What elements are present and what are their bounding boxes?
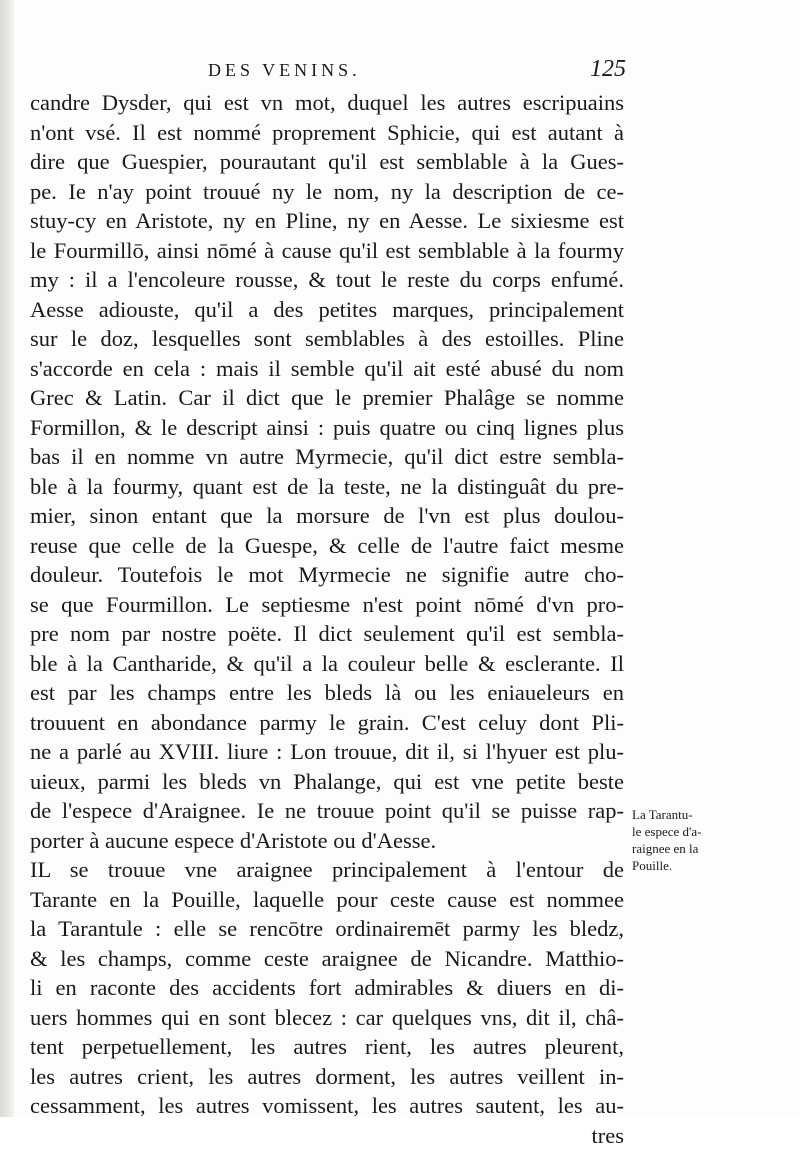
text-line: pe. Ie n'ay point trouué ny le nom, ny la description de ce-: [30, 177, 624, 207]
text-line: uers hommes qui en sont blecez : car quelques vns, dit il, châ-: [30, 1003, 624, 1033]
text-line: Aesse adiouste, qu'il a des petites marques, principalement: [30, 295, 624, 325]
text-line: my : il a l'encoleure rousse, & tout le reste du corps enfumé.: [30, 265, 624, 295]
body-text: [30, 88, 624, 1150]
text-line: Grec & Latin. Car il dict que le premier Phalâge se nomme: [30, 383, 624, 413]
page-header: [0, 56, 800, 84]
page-edge: [0, 0, 14, 1117]
text-line: ble à la Cantharide, & qu'il a la couleur belle & esclerante. Il: [30, 649, 624, 679]
paragraph-end-line: porter à aucune espece d'Aristote ou d'Aesse.: [30, 826, 624, 856]
text-line: pre nom par nostre poëte. Il dict seulement qu'il est sembla-: [30, 619, 624, 649]
marginal-note-line: raignee en la: [632, 840, 742, 857]
text-line: stuy-cy en Aristote, ny en Pline, ny en Aesse. Le sixiesme est: [30, 206, 624, 236]
text-line: cessamment, les autres vomissent, les autres sautent, les au-: [30, 1091, 624, 1121]
text-line: n'ont vsé. Il est nommé proprement Sphicie, qui est autant à: [30, 118, 624, 148]
page-number: 125: [590, 56, 626, 83]
text-line: tent perpetuellement, les autres rient, les autres pleurent,: [30, 1032, 624, 1062]
text-line: mier, sinon entant que la morsure de l'vn est plus doulou-: [30, 501, 624, 531]
text-line: & les champs, comme ceste araignee de Nicandre. Matthio-: [30, 944, 624, 974]
text-line: Formillon, & le descript ainsi : puis quatre ou cinq lignes plus: [30, 413, 624, 443]
text-line: se que Fourmillon. Le septiesme n'est point nōmé d'vn pro-: [30, 590, 624, 620]
text-line: candre Dysder, qui est vn mot, duquel les autres escripuains: [30, 88, 624, 118]
marginal-note-line: Pouille.: [632, 857, 742, 874]
text-line: les autres crient, les autres dorment, les autres veillent in-: [30, 1062, 624, 1092]
marginal-note: [632, 806, 742, 874]
text-line: est par les champs entre les bleds là ou les eniaueleurs en: [30, 678, 624, 708]
text-line: reuse que celle de la Guespe, & celle de l'autre faict mesme: [30, 531, 624, 561]
marginal-note-line: La Tarantu-: [632, 806, 742, 823]
text-line: s'accorde en cela : mais il semble qu'il ait esté abusé du nom: [30, 354, 624, 384]
text-line: le Fourmillō, ainsi nōmé à cause qu'il est semblable à la fourmy: [30, 236, 624, 266]
text-line: ble à la fourmy, quant est de la teste, ne la distinguât du pre-: [30, 472, 624, 502]
catchword: tres: [30, 1121, 624, 1150]
text-line: douleur. Toutefois le mot Myrmecie ne signifie autre cho-: [30, 560, 624, 590]
text-line: sur le doz, lesquelles sont semblables à des estoilles. Pline: [30, 324, 624, 354]
text-line: bas il en nomme vn autre Myrmecie, qu'il dict estre sembla-: [30, 442, 624, 472]
text-line: trouuent en abondance parmy le grain. C'est celuy dont Pli-: [30, 708, 624, 738]
text-line: uieux, parmi les bleds vn Phalange, qui est vne petite beste: [30, 767, 624, 797]
running-title: DES VENINS.: [208, 60, 361, 81]
text-line: de l'espece d'Araignee. Ie ne trouue point qu'il se puisse rap-: [30, 796, 624, 826]
text-line: li en raconte des accidents fort admirables & diuers en di-: [30, 973, 624, 1003]
marginal-note-line: le espece d'a-: [632, 823, 742, 840]
text-line: Tarante en la Pouille, laquelle pour ceste cause est nommee: [30, 885, 624, 915]
text-line: ne a parlé au XVIII. liure : Lon trouue, dit il, si l'hyuer est plu-: [30, 737, 624, 767]
text-line: dire que Guespier, pourautant qu'il est semblable à la Gues-: [30, 147, 624, 177]
text-line: la Tarantule : elle se rencōtre ordinairemēt parmy les bledz,: [30, 914, 624, 944]
paragraph-start-line: IL se trouue vne araignee principalement à l'entour de: [30, 855, 624, 885]
